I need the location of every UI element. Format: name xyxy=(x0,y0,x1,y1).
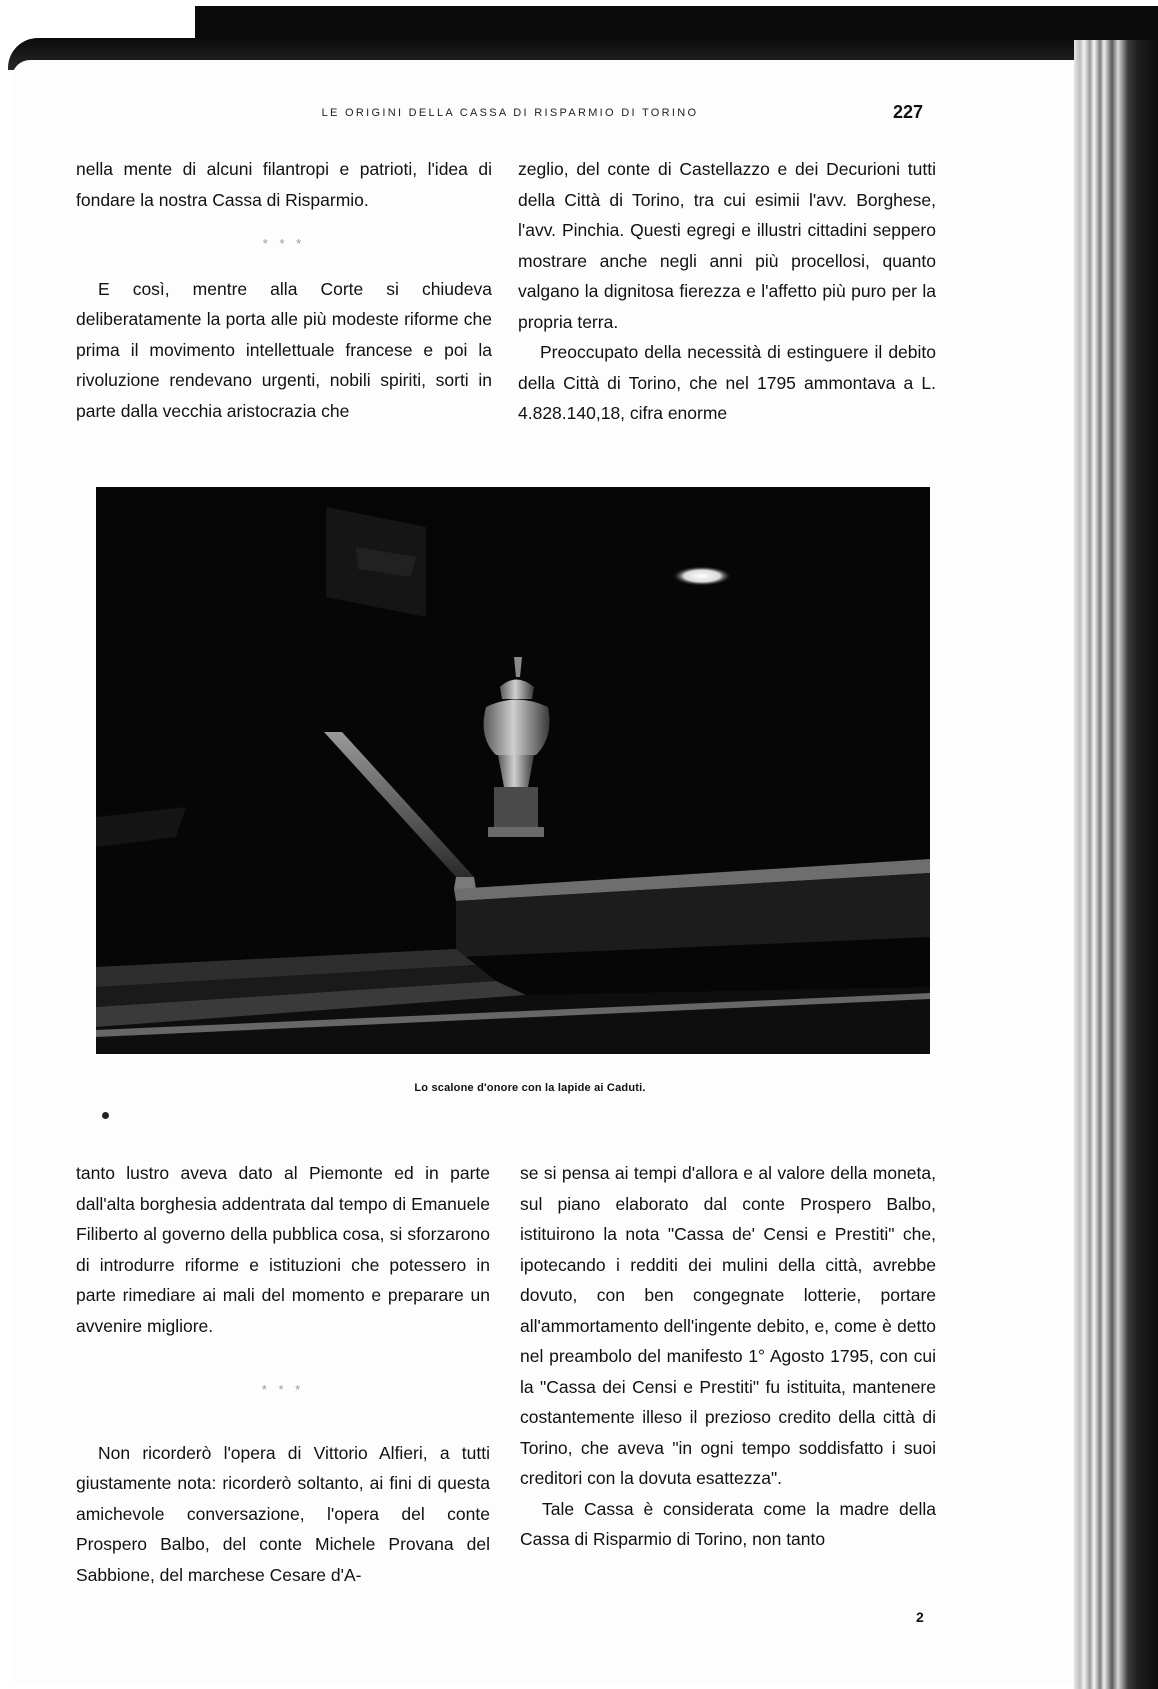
paragraph: Tale Cassa è considerata come la madre della Cassa di Risparmio di Torino, non tanto xyxy=(520,1498,936,1549)
paragraph: E così, mentre alla Corte si chiudeva deliberatamente la porta alle più modeste riforme che prima il movimento intellettuale francese e poi la rivoluzione rendevano urgenti, nobili spiriti, sorti in parte dalla vecchia aristocrazia che xyxy=(76,278,492,421)
section-separator: * * * xyxy=(261,1382,305,1397)
scan-speck xyxy=(102,1112,109,1119)
staircase-photograph xyxy=(96,487,930,1054)
paragraph: se si pensa ai tempi d'allora e al valore della moneta, sul piano elaborato dal conte Prospero Balbo, istituirono la nota "Cassa de' Censi e Prestiti" che, ipotecando i redditi dei mulini della città, avrebbe dovuto, con ben congegnate lotterie, portare all'ammortamento dell'ingente debito, e, come è detto nel preambolo del manifesto 1° Agosto 1795, con cui la "Cassa dei Censi e Prestiti" fu istituita, mantenere costantemente illeso il prezioso credito della città di Torino, che aveva "in ogni tempo soddisfatto i suoi creditori con la dovuta esattezza". xyxy=(520,1163,936,1488)
column-bottom-right xyxy=(520,1158,936,1555)
paragraph: Preoccupato della necessità di estinguere il debito della Città di Torino, che nel 1795 ammontava a L. 4.828.140,18, cifra enorme xyxy=(518,342,936,423)
column-top-left xyxy=(76,154,492,426)
figure-caption: Lo scalone d'onore con la lapide ai Caduti. xyxy=(414,1082,646,1094)
column-bottom-left xyxy=(76,1158,490,1590)
section-separator: * * * xyxy=(262,236,306,251)
paragraph: Non ricorderò l'opera di Vittorio Alfieri, a tutti giustamente nota: ricorderò soltanto, ai fini di questa amichevole conversazione, l'opera del conte Prospero Balbo, del conte Michele Provana del Sabbione, del marchese Cesare d'A- xyxy=(76,1442,490,1585)
running-title: LE ORIGINI DELLA CASSA DI RISPARMIO DI TORINO xyxy=(321,107,699,119)
signature-mark: 2 xyxy=(916,1609,924,1625)
book-spine-edge xyxy=(1074,40,1158,1689)
staircase-photo-image xyxy=(96,487,930,1054)
paragraph: zeglio, del conte di Castellazzo e dei Decurioni tutti della Città di Torino, tra cui esimii l'avv. Borghese, l'avv. Pinchia. Questi egregi e illustri cittadini seppero mostrare anche negli anni più procellosi, quanto valgano la dignitosa fierezza e l'affetto più puro per la propria terra. xyxy=(518,159,936,332)
page-number: 227 xyxy=(893,102,924,122)
paragraph: tanto lustro aveva dato al Piemonte ed in parte dall'alta borghesia addentrata dal tempo di Emanuele Filiberto al governo della pubblica cosa, si sforzarono di introdurre riforme e istituzioni che potessero in parte rimediare ai mali del momento e preparare un avvenire migliore. xyxy=(76,1163,490,1336)
column-top-right xyxy=(518,154,936,429)
paragraph: nella mente di alcuni filantropi e patrioti, l'idea di fondare la nostra Cassa di Risparmio. xyxy=(76,159,492,210)
